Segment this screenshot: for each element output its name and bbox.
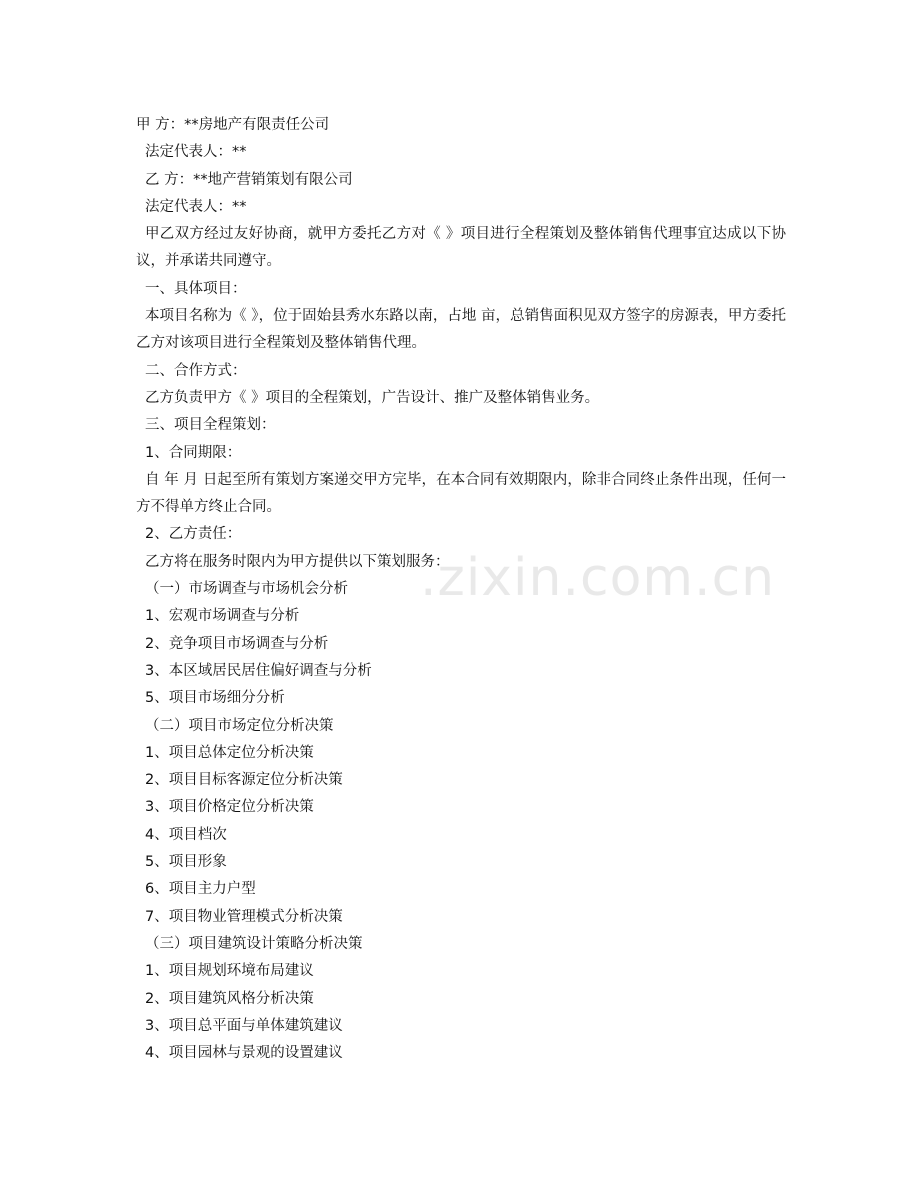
party-a-representative: 法定代表人：** xyxy=(145,144,247,161)
section-heading-2: 二、合作方式： xyxy=(145,362,247,379)
cooperation-paragraph: 乙方负责甲方《 》项目的全程策划，广告设计、推广及整体销售业务。 xyxy=(145,389,600,406)
list-item: 3、本区域居民居住偏好调查与分析 xyxy=(145,662,372,679)
list-heading-architecture: （三）项目建筑设计策略分析决策 xyxy=(145,935,363,952)
party-a: 甲 方：**房地产有限责任公司 xyxy=(136,117,330,133)
list-item: 6、项目主力户型 xyxy=(145,881,256,898)
section-heading-3: 三、项目全程策划： xyxy=(145,417,276,434)
preamble-paragraph: 甲乙双方经过友好协商，就甲方委托乙方对《 》项目进行全程策划及整体销售代理事宜达成以下协议，并承诺共同遵守。 xyxy=(136,226,786,270)
list-heading-market-research: （一）市场调查与市场机会分析 xyxy=(145,581,348,598)
term-paragraph: 自 年 月 日起至所有策划方案递交甲方完毕，在本合同有效期限内，除非合同终止条件出现，任何一方不得单方终止合同。 xyxy=(136,471,786,516)
responsibility-intro: 乙方将在服务时限内为甲方提供以下策划服务： xyxy=(145,553,450,570)
list-item: 5、项目形象 xyxy=(145,854,227,871)
section-heading-1: 一、具体项目： xyxy=(145,280,247,297)
party-b-representative: 法定代表人：** xyxy=(145,198,247,215)
contract-body xyxy=(136,112,786,1067)
watermark: .zixin.com.cn xyxy=(420,548,776,608)
list-heading-market-positioning: （二）项目市场定位分析决策 xyxy=(145,717,334,734)
list-item: 2、竞争项目市场调查与分析 xyxy=(145,635,329,652)
project-description-paragraph: 本项目名称为《 》，位于固始县秀水东路以南，占地 亩，总销售面积见双方签字的房源表，甲方委托乙方对该项目进行全程策划及整体销售代理。 xyxy=(136,308,786,352)
list-item: 1、项目规划环境布局建议 xyxy=(145,963,314,980)
list-item: 1、宏观市场调查与分析 xyxy=(145,608,300,625)
list-item: 1、项目总体定位分析决策 xyxy=(145,744,314,761)
list-item: 4、项目档次 xyxy=(145,826,227,843)
subheading-responsibility: 2、乙方责任： xyxy=(145,526,242,543)
party-b: 乙 方：**地产营销策划有限公司 xyxy=(145,171,353,188)
list-item: 3、项目总平面与单体建筑建议 xyxy=(145,1017,343,1034)
list-item: 5、项目市场细分分析 xyxy=(145,690,285,707)
list-item: 4、项目园林与景观的设置建议 xyxy=(145,1045,343,1062)
list-item: 2、项目建筑风格分析决策 xyxy=(145,990,314,1007)
list-item: 7、项目物业管理模式分析决策 xyxy=(145,908,343,925)
list-item: 2、项目目标客源定位分析决策 xyxy=(145,772,343,789)
subheading-term: 1、合同期限： xyxy=(145,444,242,461)
list-item: 3、项目价格定位分析决策 xyxy=(145,799,314,816)
